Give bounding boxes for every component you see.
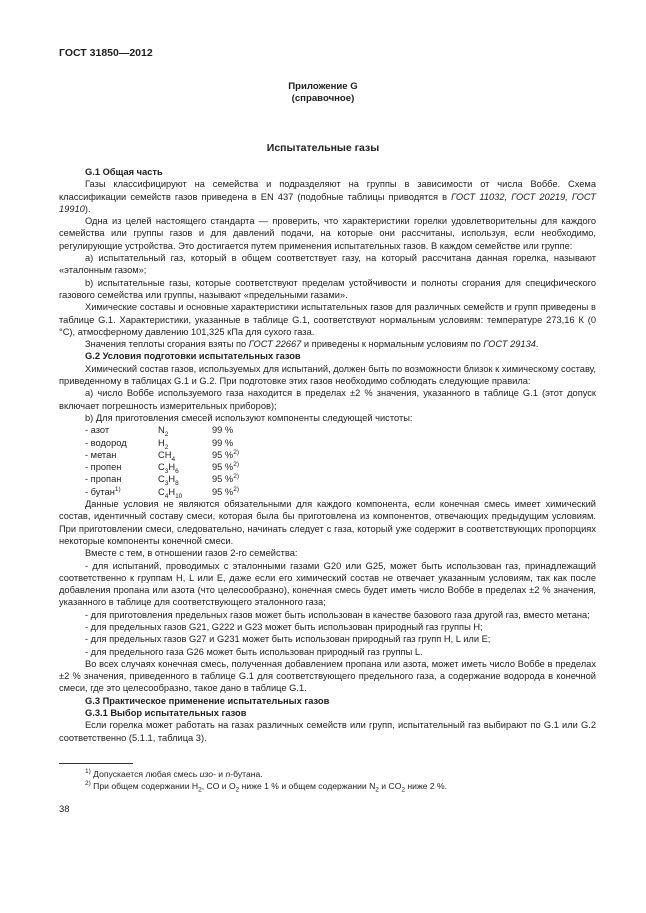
g3-1-heading: G.3.1 Выбор испытательных газов (85, 708, 247, 719)
component-list (59, 424, 596, 498)
g2-item-b: b) Для приготовления смесей используют компоненты следующей чистоты: (85, 412, 413, 423)
g2-dash-3: - для предельных газов G21, G222 и G23 может быть использован природный газ группы Н; (85, 621, 483, 632)
g1-heading: G.1 Общая часть (85, 167, 163, 177)
g1-paragraph-2: Одна из целей настоящего стандарта — проверить, что характеристики горелки удовлетворительны для каждого семейства или группы газов и для давлений подачи, на которые они рассчитаны, используя, если необходимо, регулирующие устройства. Это достигается путем применения испытательных газов. В каждом семействе или группе: (59, 216, 596, 251)
g2-dash-4: - для предельных газов G27 и G231 может быть использован природный газ групп Н, L или Е; (85, 634, 491, 645)
g2-paragraph-2: Данные условия не являются обязательными для каждого компонента, если конечная смесь имеет химический состав, идентичный составу смеси, которая была бы приготовлена из компонентов, отвечающих предыдущим условиям. При приготовлении смеси, следовательно, начинать следует с газа, который уже содержит в соответствующих пропорциях некоторые компоненты конечной смеси. (59, 499, 596, 546)
g2-dash-1: - для испытаний, проводимых с эталонными газами G20 или G25, может быть использован газ, принадлежащий соответственно к группам Н, L или Е, даже если его химический состав не отвечает указанным условиям, так как после добавления пропана или азота (что целесообразно), конечная смесь будет иметь число Воббе в пределах ±2 % значения, указанного в таблице для соответствующего эталонного газа; (59, 560, 596, 608)
footnote-2: $^{2)}$ При общем содержании $H_2$, CO и $O_2$ ниже 1 % и общем содержании $N_2$ и $CO_2$ ниже 2 %. (85, 780, 448, 794)
g1-item-b: b) испытательные газы, которые соответствуют пределам устойчивости и полноты сгорания для специфического газового семейства или группы, называют «предельными газами». (59, 277, 596, 300)
g1-item-a: а) испытательный газ, который в общем соответствует газу, на который рассчитана данная горелка, называют «эталонным газом»; (59, 253, 596, 276)
appendix-subtitle: (справочное) (291, 93, 355, 104)
g3-heading: G.3 Практическое применение испытательных газов (85, 695, 330, 706)
g2-item-a: а) число Воббе используемого газа находится в пределах ±2 % значения, указанного в таблице G.1 (этот допуск включает погрешность измерительных приборов); (59, 388, 596, 411)
component-row: - метан $CH_4$ 95 %$^{2)}$ (85, 448, 239, 463)
component-row: - пропен $C_3H_6$ 95 %$^{2)}$ (85, 461, 239, 475)
g2-paragraph-1: Химический состав газов, используемых для испытаний, должен быть по возможности близок к химическому составу, приведенному в таблицах G.1 и G.2. При подготовке этих газов необходимо соблюдать следующие правила: (59, 363, 596, 387)
g1-paragraph-4: Значения теплоты сгорания взяты по ГОСТ 22667 и приведены к нормальным условиям по ГОСТ 29134. (85, 339, 539, 350)
g1-paragraph-3: Химические составы и основные характеристики испытательных газов для различных семейств и групп приведены в таблице G.1. Характеристики, указанные в таблице G.1, соответствуют нормальным условиям: температуре 273,16 К (0 °С), атмосферному давлению 101,325 кПа для сухого газа. (59, 302, 596, 337)
section-title: Испытательные газы (266, 142, 380, 154)
g2-paragraph-3: Вместе с тем, в отношении газов 2-го семейства: (85, 548, 298, 559)
component-row: - пропан $C_3H_8$ 95 %$^{2)}$ (85, 473, 239, 488)
document-body (59, 166, 596, 744)
appendix-title: Приложение G (288, 81, 358, 92)
footnote-1: $^{1)}$ Допускается любая смесь изо- и n-бутана. (85, 768, 263, 779)
g2-dash-2: - для приготовления предельных газов может быть использован в качестве базового газа другой газ, вместо метана; (85, 609, 590, 620)
footnote-divider (59, 763, 133, 764)
g2-dash-5: - для предельного газа G26 может быть использован природный газ группы L. (85, 646, 423, 657)
component-row: - бутан$^{1)}$ $C_4H_{10}$ 95 %$^{2)}$ (85, 485, 239, 500)
g1-paragraph-1: Газы классифицируют на семейства и подразделяют на группы в зависимости от числа Воббе. Схема классификации семейств газов приведена в EN 437 (подобные таблицы приводятся в ГОСТ 11032, ГОСТ 20219, ГОСТ 19910). (59, 179, 596, 214)
component-row: - азот $N_2$ 99 % (85, 425, 234, 439)
g2-heading: G.2 Условия подготовки испытательных газов (85, 351, 301, 362)
g3-paragraph-1: Если горелка может работать на газах различных семейств или групп, испытательный газ выбирают по G.1 или G.2 соответственно (5.1.1, таблица 3). (59, 720, 596, 743)
standard-header: ГОСТ 31850—2012 (59, 47, 153, 59)
component-row: - водород $H_2$ 99 % (85, 437, 234, 451)
g2-paragraph-4: Во всех случаях конечная смесь, полученная добавлением пропана или азота, может иметь число Воббе в пределах ±2 % значения, приведенного в таблице G.1 для соответствующего предельного газа, а содержание водорода в конечной смеси, где это целесообразно, такое дано в таблице G.1. (59, 658, 596, 694)
page-number: 38 (59, 804, 70, 815)
